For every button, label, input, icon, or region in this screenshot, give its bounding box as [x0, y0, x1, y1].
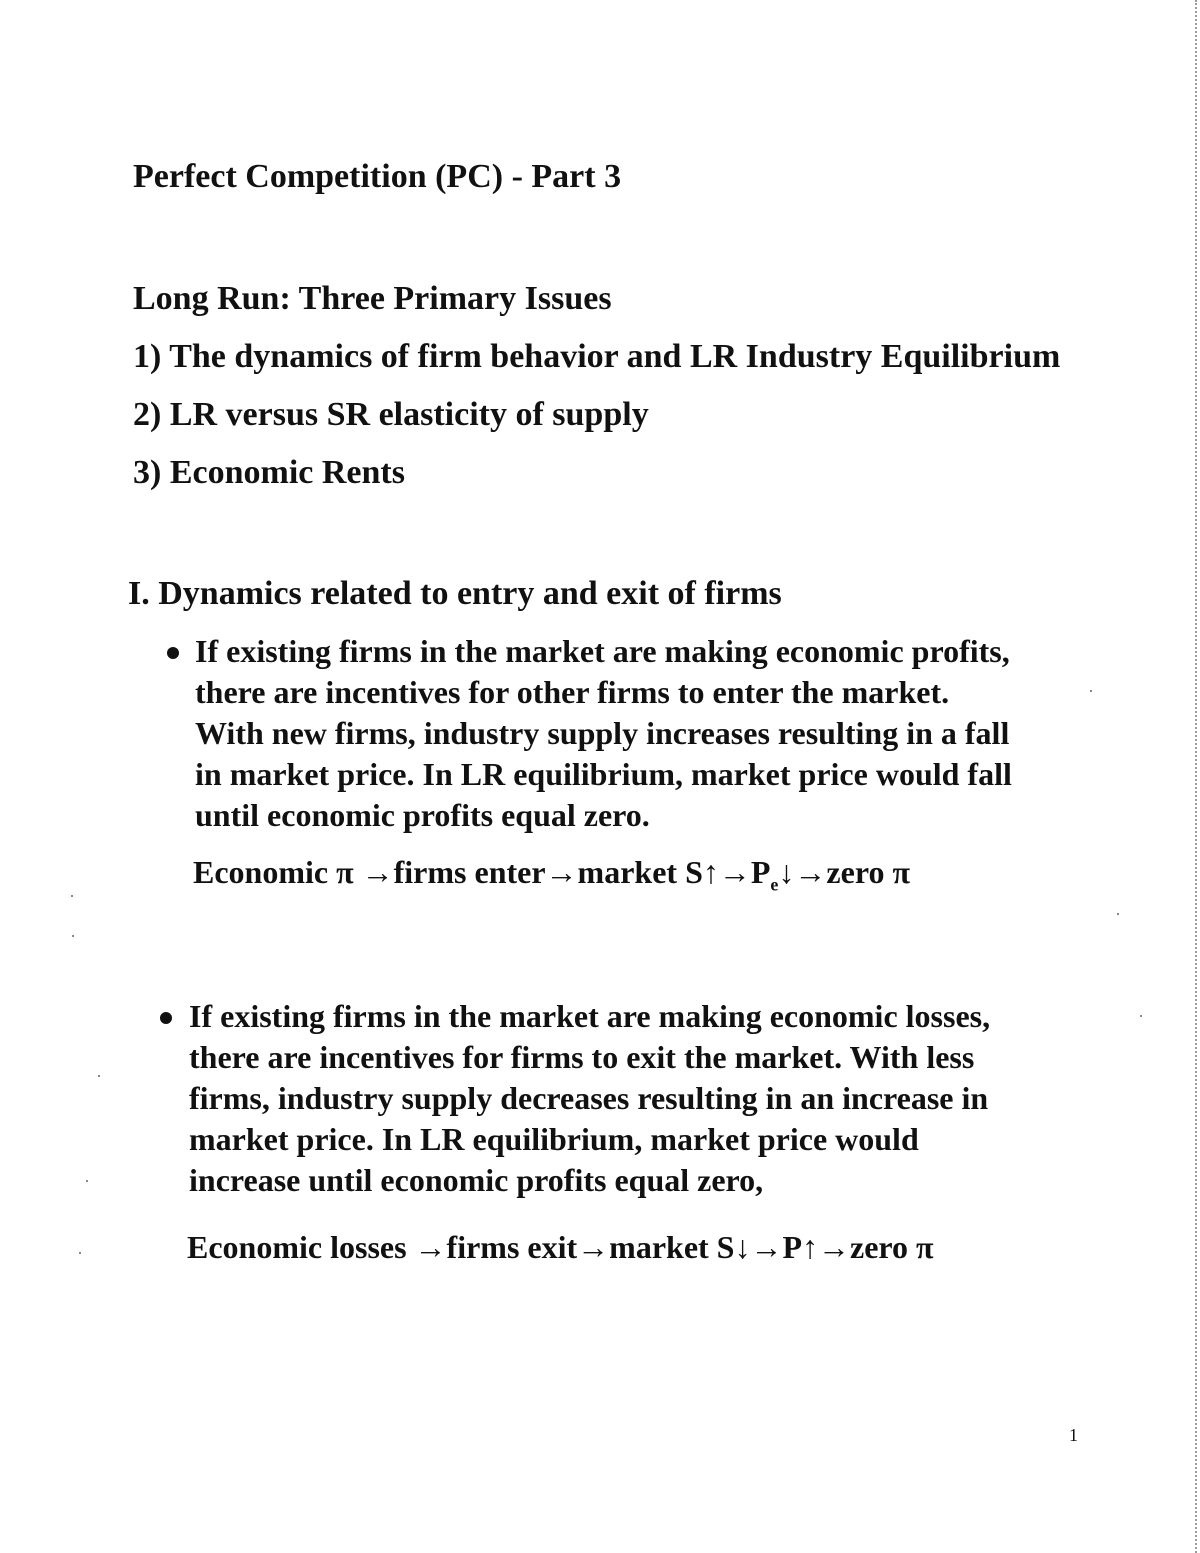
bullet-paragraph-1	[195, 631, 1095, 836]
scan-speck	[1117, 913, 1119, 915]
scan-speck	[71, 895, 73, 897]
formula-profits-lead: Economic π →firms enter→market S↑→P	[193, 854, 771, 890]
page-edge-scan-line	[1195, 0, 1197, 1553]
bullet-2-line-5: increase until economic profits equal zero,	[189, 1162, 764, 1198]
bullet-2-line-2: there are incentives for firms to exit the market. With less	[189, 1039, 975, 1075]
scan-speck	[72, 935, 74, 937]
scan-speck	[86, 1180, 88, 1182]
bullet-1-line-3: With new firms, industry supply increases resulting in a fall	[195, 715, 1010, 751]
bullet-dot-2	[160, 1012, 172, 1024]
bullet-2-line-3: firms, industry supply decreases resulting in an increase in	[189, 1080, 989, 1116]
formula-profits-tail: ↓→zero π	[778, 854, 910, 890]
bullet-2-line-1: If existing firms in the market are making economic losses,	[189, 998, 991, 1034]
bullet-paragraph-2	[189, 996, 1089, 1201]
issue-item-3: 3) Economic Rents	[133, 454, 405, 491]
scan-speck	[1140, 1015, 1142, 1017]
bullet-1-line-5: until economic profits equal zero.	[195, 797, 650, 833]
section-heading: I. Dynamics related to entry and exit of firms	[128, 575, 782, 612]
bullet-dot-1	[167, 647, 179, 659]
scan-speck	[98, 1075, 100, 1077]
issue-item-1: 1) The dynamics of firm behavior and LR Industry Equilibrium	[133, 338, 1061, 375]
bullet-1-line-4: in market price. In LR equilibrium, market price would fall	[195, 756, 1012, 792]
long-run-heading: Long Run: Three Primary Issues	[133, 280, 612, 317]
bullet-1-line-1: If existing firms in the market are making economic profits,	[195, 633, 1010, 669]
page-number: 1	[1069, 1425, 1078, 1445]
page-title: Perfect Competition (PC) - Part 3	[133, 158, 622, 195]
formula-profits-subscript: e	[770, 874, 779, 895]
scan-speck	[79, 1252, 81, 1254]
formula-profits	[193, 851, 910, 905]
issue-item-2: 2) LR versus SR elasticity of supply	[133, 396, 649, 433]
scan-speck	[1090, 690, 1092, 692]
formula-losses: Economic losses →firms exit→market S↓→P↑→zero π	[187, 1229, 934, 1265]
bullet-1-line-2: there are incentives for other firms to enter the market.	[195, 674, 950, 710]
bullet-2-line-4: market price. In LR equilibrium, market price would	[189, 1121, 919, 1157]
